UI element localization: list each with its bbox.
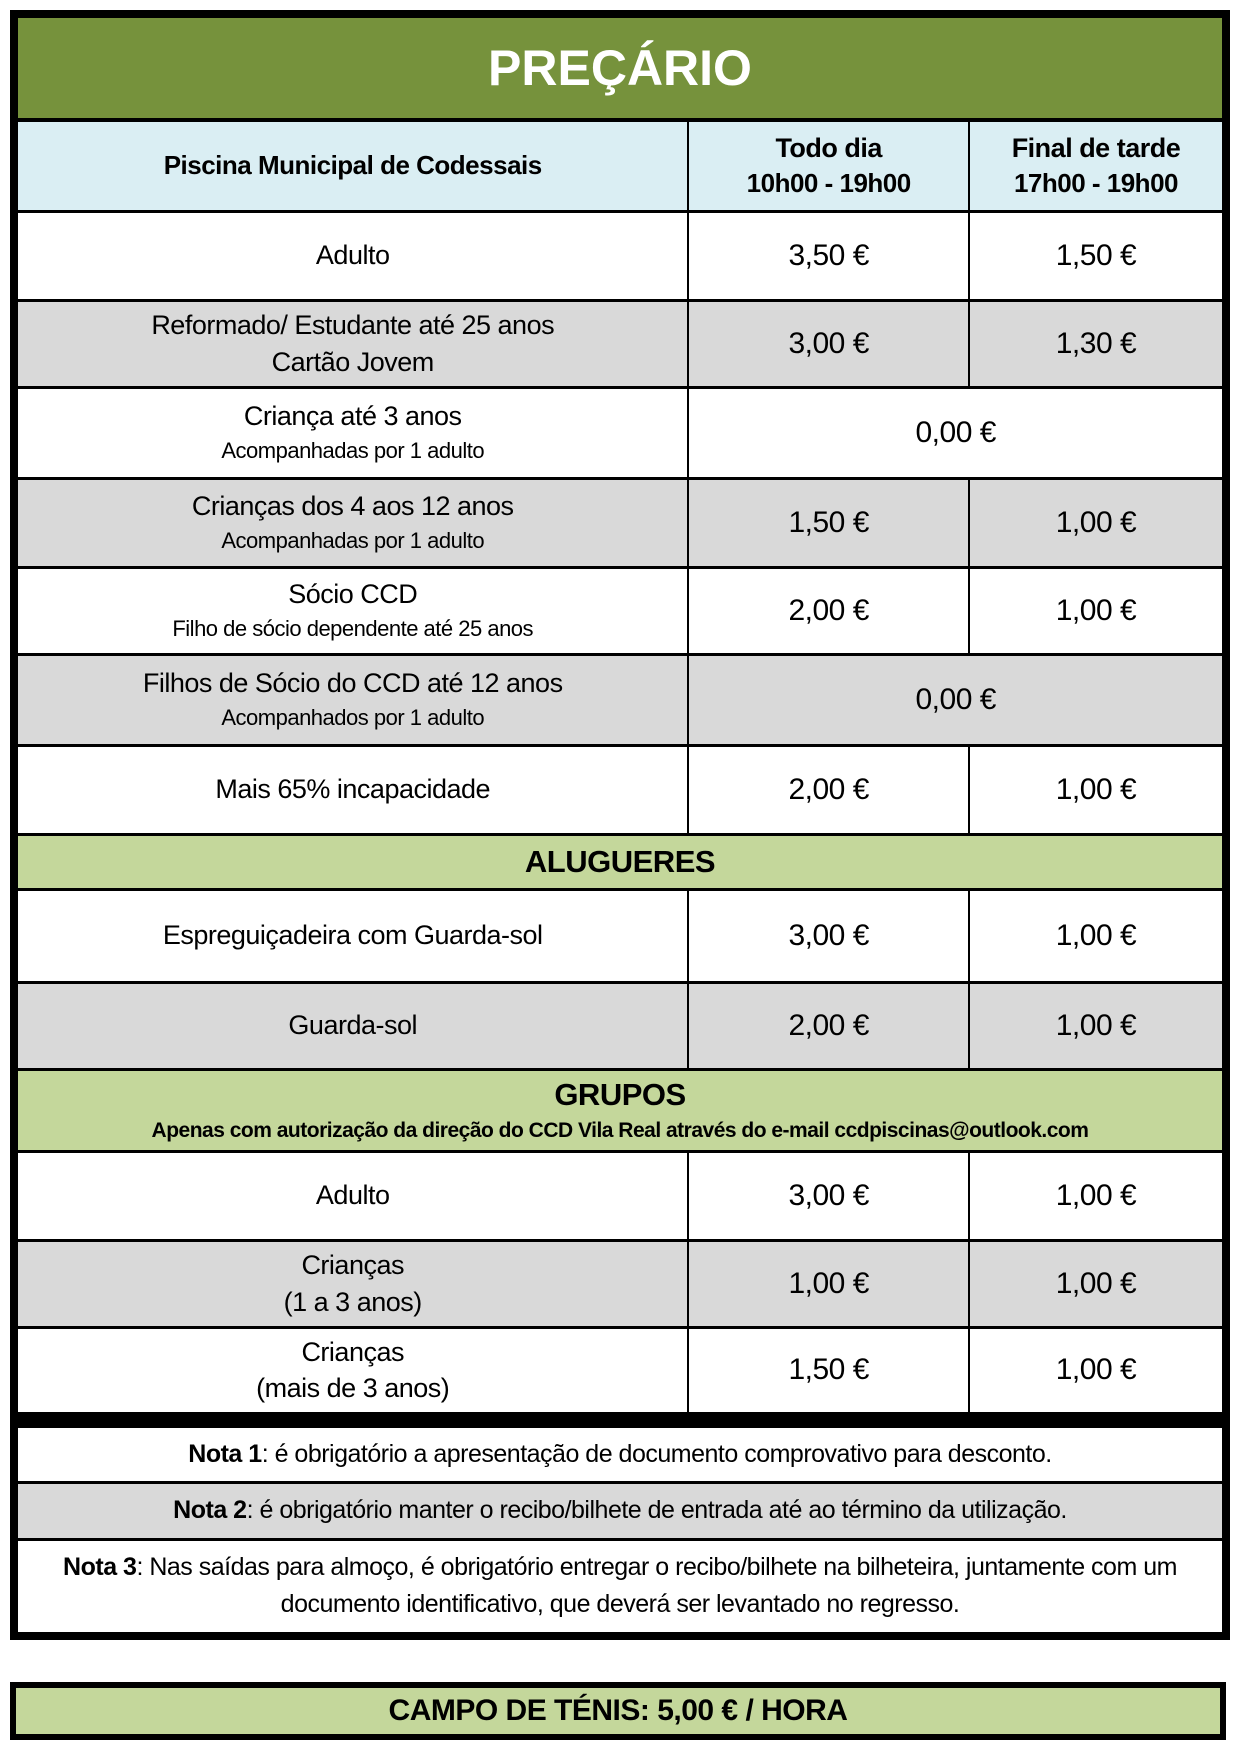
section-header-grupos <box>18 1068 1222 1150</box>
price-table <box>10 10 1230 1640</box>
section-title: ALUGUERES <box>524 843 716 879</box>
price-value: 0,00 € <box>915 415 996 449</box>
price-final-tarde <box>968 213 1222 299</box>
todo-dia-title: Todo dia <box>775 133 882 163</box>
row-label-cell <box>18 1329 687 1412</box>
row-label: Crianças <box>301 1336 404 1367</box>
row-label-cell <box>18 302 687 386</box>
row-label: Sócio CCD <box>288 578 418 609</box>
tennis-court-price-label: CAMPO DE TÉNIS: 5,00 € / HORA <box>388 1694 848 1727</box>
price-value: 1,00 € <box>1055 1353 1137 1387</box>
table-row-reformado-estudante <box>18 299 1222 386</box>
price-todo-dia <box>687 984 968 1068</box>
column-header-row <box>18 122 1222 210</box>
price-final-tarde <box>968 1329 1222 1412</box>
price-todo-dia <box>687 747 968 833</box>
final-tarde-hours: 17h00 - 19h00 <box>1013 168 1178 199</box>
table-row-espreguicadeira <box>18 888 1222 981</box>
section-subtitle: Apenas com autorização da direção do CCD Vila Real através do e-mail ccdpiscinas@outlook.com <box>151 1119 1089 1143</box>
price-todo-dia <box>687 302 968 386</box>
todo-dia-hours: 10h00 - 19h00 <box>746 168 911 199</box>
row-label-cell <box>18 656 687 744</box>
price-value: 1,00 € <box>1055 1178 1137 1212</box>
row-label-cell <box>18 213 687 299</box>
row-label: Crianças dos 4 aos 12 anos <box>191 490 514 521</box>
price-value: 3,00 € <box>788 326 869 360</box>
note-text <box>188 1436 1051 1474</box>
price-value: 2,00 € <box>788 772 869 806</box>
table-row-grupos-adulto <box>18 1150 1222 1239</box>
page-title: PREÇÁRIO <box>488 40 752 96</box>
table-row-mais-65-incapacidade <box>18 744 1222 833</box>
price-todo-dia <box>687 1329 968 1412</box>
table-row-criancas-4-12 <box>18 477 1222 566</box>
section-header-alugueres <box>18 833 1222 888</box>
table-row-crianca-ate-3 <box>18 386 1222 477</box>
row-label: Guarda-sol <box>288 1010 417 1041</box>
row-label-cell <box>18 389 687 477</box>
price-value: 1,00 € <box>1055 918 1137 952</box>
row-label: Adulto <box>315 1180 390 1211</box>
note-1 <box>18 1428 1222 1482</box>
price-final-tarde <box>968 984 1222 1068</box>
price-value: 1,00 € <box>1055 593 1137 627</box>
note-body: : é obrigatório manter o recibo/bilhete de entrada até ao término da utilização. <box>246 1496 1067 1525</box>
row-label-cell <box>18 747 687 833</box>
facility-header-cell <box>18 122 687 210</box>
price-todo-dia <box>687 891 968 981</box>
price-value: 2,00 € <box>788 1008 869 1042</box>
note-prefix: Nota 3 <box>63 1552 137 1581</box>
row-sublabel: Acompanhados por 1 adulto <box>221 705 485 731</box>
row-label: Adulto <box>315 240 390 271</box>
price-value: 1,00 € <box>1055 1008 1137 1042</box>
note-prefix: Nota 1 <box>188 1439 262 1468</box>
price-todo-dia <box>687 1242 968 1326</box>
price-value: 1,00 € <box>1055 505 1137 539</box>
row-label-cell <box>18 891 687 981</box>
price-value: 0,00 € <box>915 682 996 716</box>
price-value: 1,50 € <box>1055 238 1137 272</box>
row-sublabel: Acompanhadas por 1 adulto <box>221 528 485 554</box>
price-value: 3,00 € <box>788 1178 869 1212</box>
table-row-grupos-criancas-1-3 <box>18 1239 1222 1326</box>
price-todo-dia <box>687 213 968 299</box>
note-3 <box>18 1538 1222 1632</box>
row-label-cell <box>18 1153 687 1239</box>
note-body: : é obrigatório a apresentação de documento comprovativo para desconto. <box>261 1439 1052 1468</box>
price-value: 3,00 € <box>788 918 869 952</box>
row-label-cell <box>18 984 687 1068</box>
row-label: Reformado/ Estudante até 25 anos <box>151 310 555 341</box>
table-title-banner <box>18 18 1222 122</box>
note-text <box>42 1549 1198 1624</box>
price-final-tarde <box>968 480 1222 566</box>
note-body: : Nas saídas para almoço, é obrigatório entregar o recibo/bilhete na bilheteira, juntamente com um documento identificativo, que deverá ser levantado no regresso. <box>136 1552 1177 1619</box>
note-2 <box>18 1481 1222 1538</box>
row-label-cell <box>18 569 687 653</box>
price-merged <box>687 656 1222 744</box>
row-label-line2: (mais de 3 anos) <box>256 1373 450 1404</box>
price-value: 1,30 € <box>1055 326 1137 360</box>
price-todo-dia <box>687 480 968 566</box>
row-label: Mais 65% incapacidade <box>215 774 491 805</box>
price-merged <box>687 389 1222 477</box>
table-row-guarda-sol <box>18 981 1222 1068</box>
notes-divider <box>18 1412 1222 1428</box>
row-label-line2: Cartão Jovem <box>271 346 434 377</box>
row-label: Filhos de Sócio do CCD até 12 anos <box>142 667 563 698</box>
row-label-line2: (1 a 3 anos) <box>283 1286 422 1317</box>
price-value: 2,00 € <box>788 593 869 627</box>
price-final-tarde <box>968 891 1222 981</box>
tennis-court-price-bar <box>10 1682 1226 1740</box>
row-label-cell <box>18 1242 687 1326</box>
price-value: 1,50 € <box>788 505 869 539</box>
price-todo-dia <box>687 569 968 653</box>
table-row-filhos-socio <box>18 653 1222 744</box>
price-value: 1,50 € <box>788 1353 869 1387</box>
price-final-tarde <box>968 569 1222 653</box>
table-row-socio-ccd <box>18 566 1222 653</box>
price-final-tarde <box>968 1153 1222 1239</box>
price-final-tarde <box>968 1242 1222 1326</box>
row-sublabel: Filho de sócio dependente até 25 anos <box>172 616 534 642</box>
price-todo-dia <box>687 1153 968 1239</box>
price-final-tarde <box>968 302 1222 386</box>
row-label: Espreguiçadeira com Guarda-sol <box>162 920 543 951</box>
column-header-final-tarde <box>968 122 1222 210</box>
table-row-grupos-criancas-mais-3 <box>18 1326 1222 1412</box>
row-sublabel: Acompanhadas por 1 adulto <box>221 438 485 464</box>
note-prefix: Nota 2 <box>173 1496 247 1525</box>
note-text <box>173 1492 1067 1530</box>
section-title: GRUPOS <box>554 1077 686 1113</box>
price-value: 1,00 € <box>1055 1266 1137 1300</box>
final-tarde-title: Final de tarde <box>1011 133 1181 163</box>
row-label: Crianças <box>301 1250 404 1281</box>
row-label: Criança até 3 anos <box>243 400 462 431</box>
price-final-tarde <box>968 747 1222 833</box>
price-value: 1,00 € <box>788 1266 869 1300</box>
column-header-todo-dia <box>687 122 968 210</box>
price-value: 1,00 € <box>1055 772 1137 806</box>
facility-name: Piscina Municipal de Codessais <box>163 150 542 181</box>
row-label-cell <box>18 480 687 566</box>
price-value: 3,50 € <box>788 238 869 272</box>
table-row-adulto <box>18 210 1222 299</box>
